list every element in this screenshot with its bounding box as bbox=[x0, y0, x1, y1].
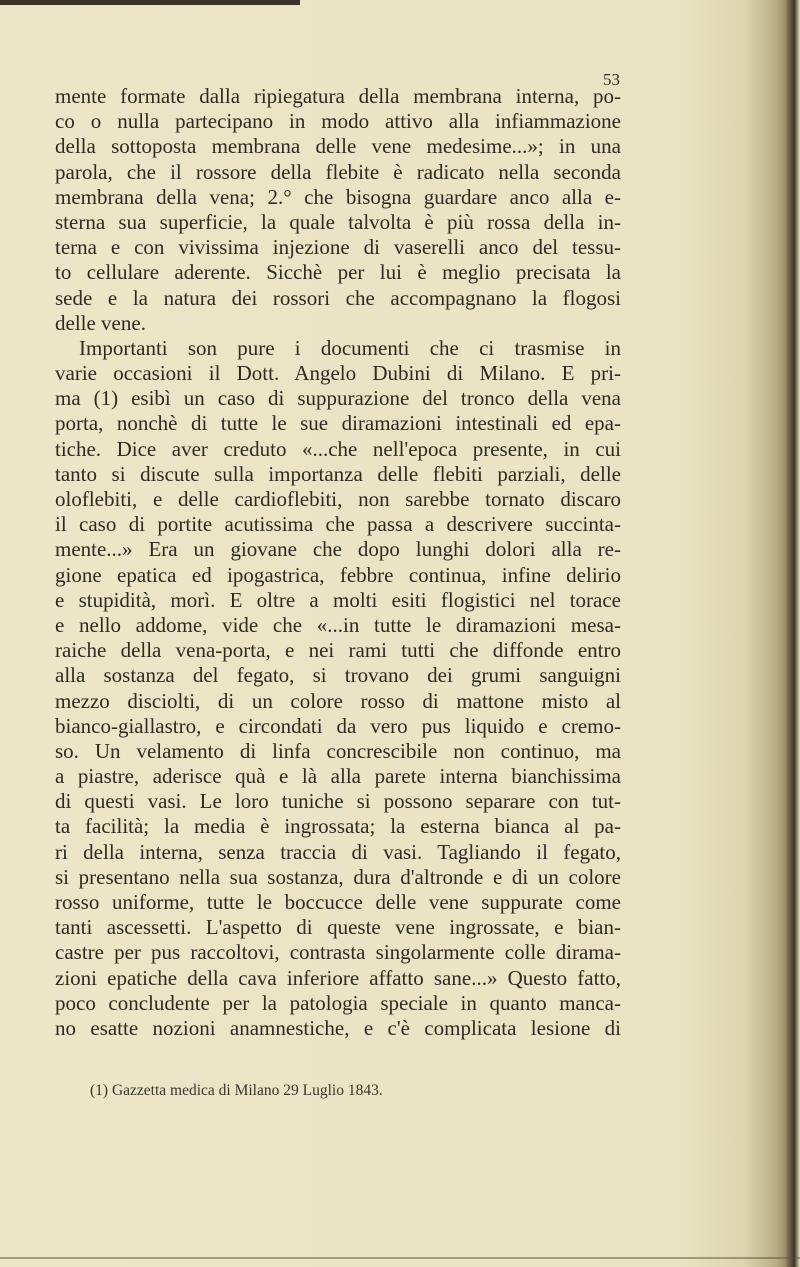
text-line: poco concludente per la patologia speciale in quanto manca- bbox=[55, 990, 621, 1015]
text-line: tanto si discute sulla importanza delle flebiti parziali, delle bbox=[55, 461, 621, 486]
text-line: mente formate dalla ripiegatura della membrana interna, po- bbox=[55, 84, 621, 108]
text-line: mente...» Era un giovane che dopo lunghi dolori alla re- bbox=[55, 537, 621, 562]
text-line: ri della interna, senza traccia di vasi. Tagliando il fegato, bbox=[55, 839, 621, 864]
text-line: raiche della vena-porta, e nei rami tutti che diffonde entro bbox=[55, 638, 621, 663]
body-text bbox=[55, 84, 621, 1041]
text-line: delle vene. bbox=[55, 310, 146, 335]
book-binding-edge bbox=[786, 0, 800, 1267]
text-line: e stupidità, morì. E oltre a molti esiti flogistici nel torace bbox=[55, 587, 621, 612]
text-line: ta facilità; la media è ingrossata; la esterna bianca al pa- bbox=[55, 814, 621, 839]
text-line: oloflebiti, e delle cardioflebiti, non sarebbe tornato discaro bbox=[55, 487, 621, 511]
text-line: tanti ascessetti. L'aspetto di queste vene ingrossate, e bian- bbox=[55, 915, 621, 940]
text-line: si presentano nella sua sostanza, dura d'altronde e di un colore bbox=[55, 864, 621, 889]
text-line: mezzo disciolti, di un colore rosso di mattone misto al bbox=[55, 688, 621, 713]
page-number: 53 bbox=[603, 70, 620, 89]
scan-edge-top bbox=[0, 0, 300, 5]
text-line: e nello addome, vide che «...in tutte le diramazioni mesa- bbox=[55, 612, 621, 637]
text-line: ma (1) esibì un caso di suppurazione del tronco della vena bbox=[55, 386, 621, 411]
text-line: zioni epatiche della cava inferiore affatto sane...» Questo fatto, bbox=[55, 965, 621, 990]
text-line: parola, che il rossore della flebite è radicato nella seconda bbox=[55, 159, 621, 184]
text-line: terna e con vivissima injezione di vaserelli anco del tessu- bbox=[55, 235, 621, 260]
text-line: castre per pus raccoltovi, contrasta singolarmente colle dirama- bbox=[55, 940, 621, 965]
text-line: so. Un velamento di linfa concrescibile non continuo, ma bbox=[55, 738, 621, 763]
text-line: porta, nonchè di tutte le sue diramazioni intestinali ed epa- bbox=[55, 411, 621, 436]
text-line: gione epatica ed ipogastrica, febbre continua, infine delirio bbox=[55, 562, 621, 587]
text-line: sede e la natura dei rossori che accompagnano la flogosi bbox=[55, 285, 621, 310]
text-line: tiche. Dice aver creduto «...che nell'epoca presente, in cui bbox=[55, 436, 621, 461]
scan-edge-bottom bbox=[0, 1257, 800, 1259]
text-line: co o nulla partecipano in modo attivo alla infiammazione bbox=[55, 109, 621, 134]
text-line: to cellulare aderente. Sicchè per lui è meglio precisata la bbox=[55, 260, 621, 285]
text-line: della sottoposta membrana delle vene medesime...»; in una bbox=[55, 134, 621, 159]
text-line: sterna sua superficie, la quale talvolta è più rossa della in- bbox=[55, 209, 621, 234]
text-line: a piastre, aderisce quà e là alla parete interna bianchissima bbox=[55, 764, 621, 789]
text-line: di questi vasi. Le loro tuniche si possono separare con tut- bbox=[55, 789, 621, 814]
text-line: varie occasioni il Dott. Angelo Dubini di Milano. E pri- bbox=[55, 361, 621, 386]
footnote: (1) Gazzetta medica di Milano 29 Luglio 1843. bbox=[90, 1082, 383, 1099]
text-line: rosso uniforme, tutte le boccucce delle vene suppurate come bbox=[55, 890, 621, 914]
text-line: bianco-giallastro, e circondati da vero pus liquido e cremo- bbox=[55, 713, 621, 738]
text-line: il caso di portite acutissima che passa a descrivere succinta- bbox=[55, 512, 621, 537]
text-line: membrana della vena; 2.° che bisogna guardare anco alla e- bbox=[55, 184, 621, 209]
text-line: no esatte nozioni anamnestiche, e c'è complicata lesione di bbox=[55, 1015, 621, 1040]
text-line: Importanti son pure i documenti che ci trasmise in bbox=[79, 335, 621, 360]
text-line: alla sostanza del fegato, si trovano dei grumi sanguigni bbox=[55, 663, 621, 688]
